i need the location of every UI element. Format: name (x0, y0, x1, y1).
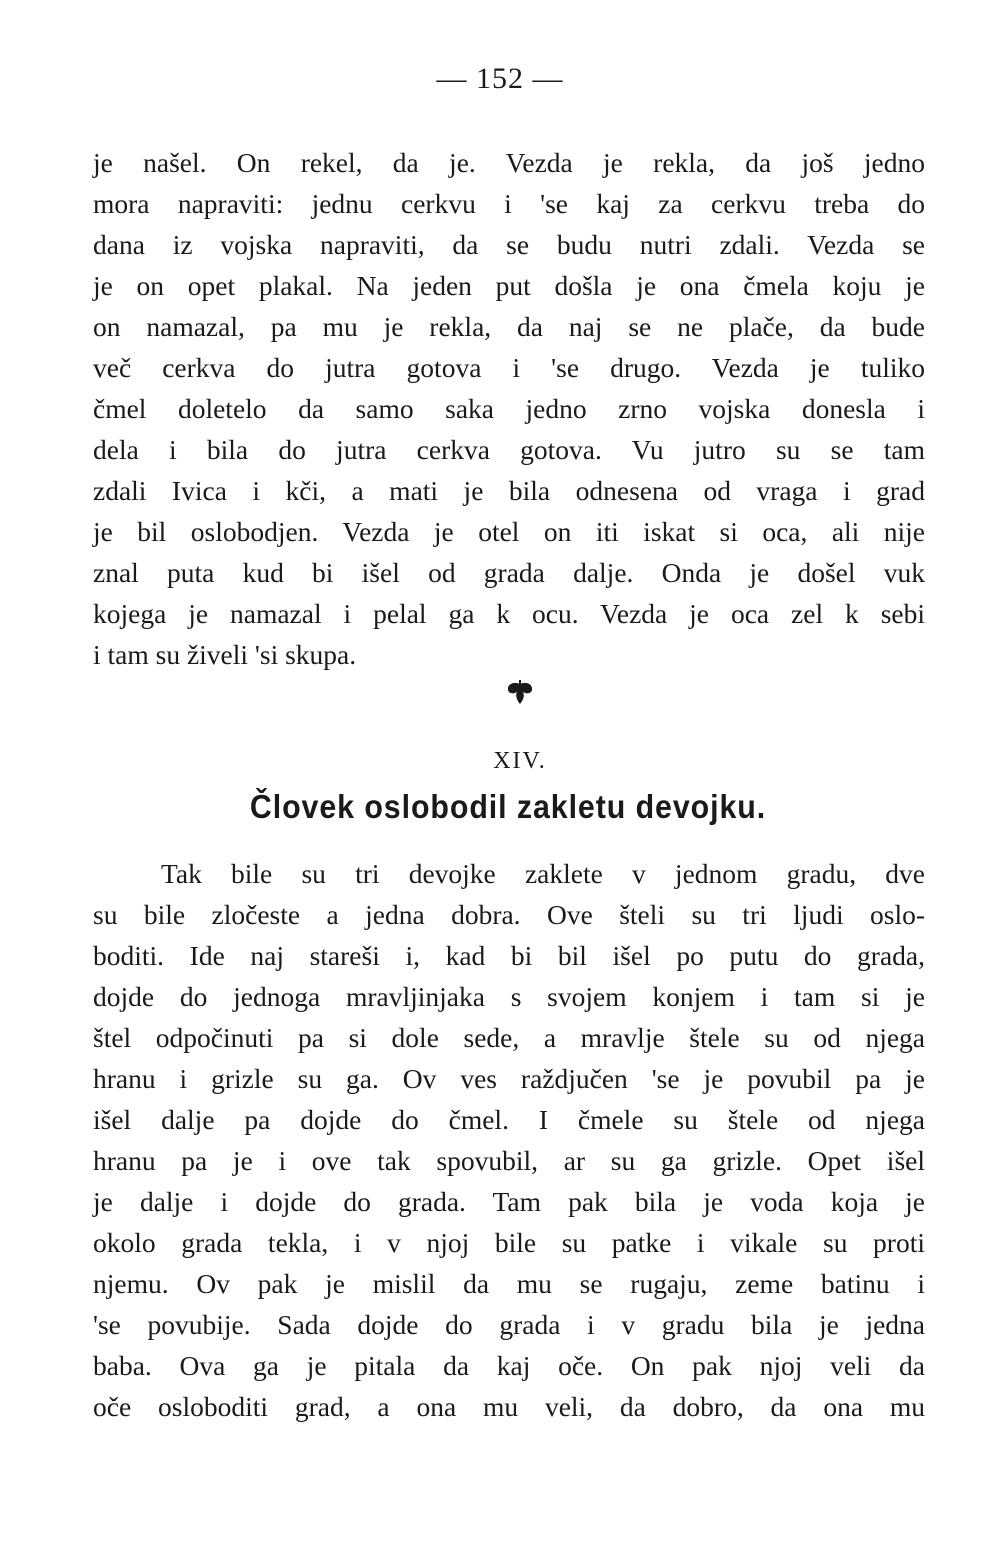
text-line: njemu. Ov pak je mislil da mu se rugaju, zeme batinu i (93, 1268, 925, 1299)
paragraph-continuation (93, 142, 925, 675)
text-line: baba. Ova ga je pitala da kaj oče. On pak njoj veli da (93, 1350, 925, 1381)
text-line: znal puta kud bi išel od grada dalje. Onda je došel vuk (93, 557, 925, 588)
fleuron-icon (504, 680, 536, 706)
text-line: oče osloboditi grad, a ona mu veli, da dobro, da ona mu (93, 1391, 925, 1422)
text-line: je našel. On rekel, da je. Vezda je rekla, da još jedno (93, 147, 925, 178)
text-line: okolo grada tekla, i v njoj bile su patke i vikale su proti (93, 1227, 925, 1258)
page-number: — 152 — (436, 62, 564, 95)
text-line: kojega je namazal i pelal ga k ocu. Vezda je oca zel k sebi (93, 598, 925, 629)
text-line: dana iz vojska napraviti, da se budu nutri zdali. Vezda se (93, 229, 925, 260)
text-line: hranu pa je i ove tak spovubil, ar su ga grizle. Opet išel (93, 1145, 925, 1176)
text-line: več cerkva do jutra gotova i 'se drugo. Vezda je tuliko (93, 352, 925, 383)
text-line: zdali Ivica i kči, a mati je bila odnesena od vraga i grad (93, 475, 925, 506)
text-line: čmel doletelo da samo saka jedno zrno vojska donesla i (93, 393, 925, 424)
text-line: su bile zločeste a jedna dobra. Ove šteli su tri ljudi oslo- (93, 899, 925, 930)
chapter-title: Človek oslobodil zakletu devojku. (249, 788, 767, 825)
text-line: dojde do jednoga mravljinjaka s svojem konjem i tam si je (93, 981, 925, 1012)
paragraph-chapter-xiv (93, 853, 925, 1427)
text-line: dela i bila do jutra cerkva gotova. Vu jutro su se tam (93, 434, 925, 465)
text-line: boditi. Ide naj stareši i, kad bi bil išel po putu do grada, (93, 940, 925, 971)
text-line: je dalje i dojde do grada. Tam pak bila je voda koja je (93, 1186, 925, 1217)
text-line: je on opet plakal. Na jeden put došla je ona čmela koju je (93, 270, 925, 301)
text-line: i tam su živeli 'si skupa. (93, 639, 357, 670)
text-line: štel odpočinuti pa si dole sede, a mravlje štele su od njega (93, 1022, 925, 1053)
text-line: mora napraviti: jednu cerkvu i 'se kaj za cerkvu treba do (93, 188, 925, 219)
text-line: išel dalje pa dojde do čmel. I čmele su štele od njega (93, 1104, 925, 1135)
text-line: on namazal, pa mu je rekla, da naj se ne plače, da bude (93, 311, 925, 342)
text-line: hranu i grizle su ga. Ov ves raždjučen 'se je povubil pa je (93, 1063, 925, 1094)
text-line: Tak bile su tri devojke zaklete v jednom gradu, dve (161, 858, 925, 889)
chapter-number: XIV. (493, 748, 547, 774)
text-line: je bil oslobodjen. Vezda je otel on iti iskat si oca, ali nije (93, 516, 925, 547)
text-line: 'se povubije. Sada dojde do grada i v gradu bila je jedna (93, 1309, 925, 1340)
